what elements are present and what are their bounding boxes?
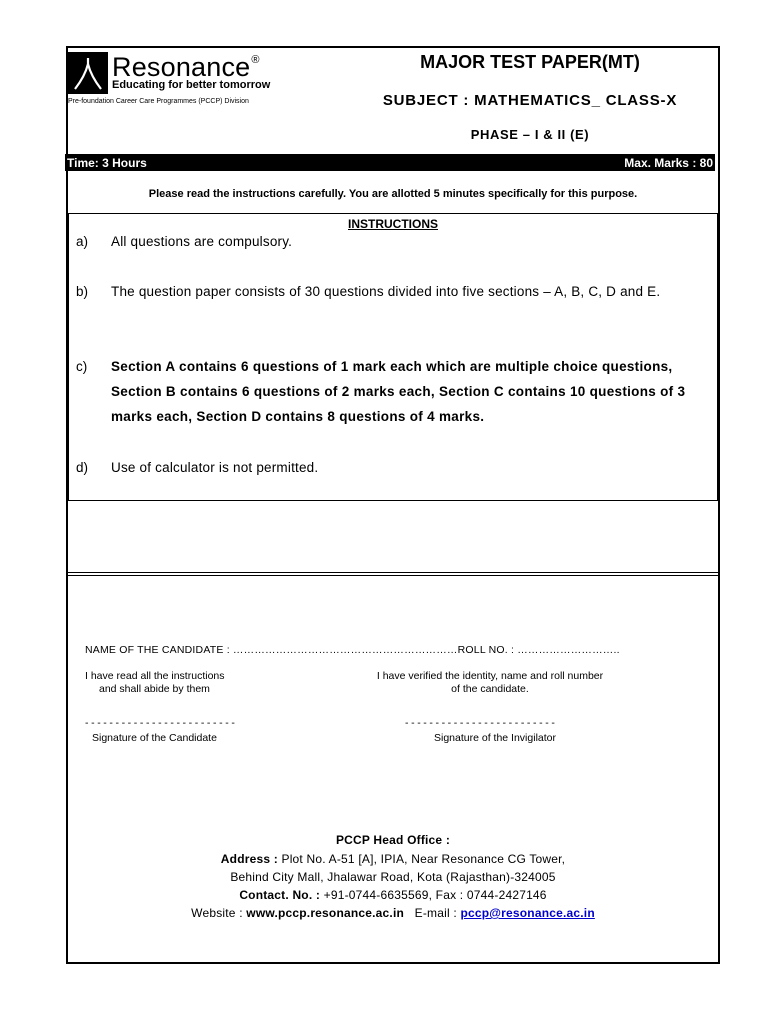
office-heading bbox=[66, 833, 720, 847]
read-instructions-note: Please read the instructions carefully. You are allotted 5 minutes specifically for this purpose. bbox=[148, 188, 638, 200]
time-bar bbox=[65, 154, 715, 171]
contact-label: Contact. No. : bbox=[239, 888, 321, 902]
invigilator-declaration-line: I have verified the identity, name and roll number bbox=[376, 670, 604, 682]
email-label: E-mail : bbox=[404, 906, 461, 920]
instruction-marker: c) bbox=[76, 359, 88, 374]
instruction-text: Section A contains 6 questions of 1 mark each which are multiple choice questions, Section B contains 6 questions of 2 marks each, Section C contains 10 questions of 3 marks each, Section D contains 8 questions of 4 marks. bbox=[111, 359, 686, 424]
time-label: Time: 3 Hours bbox=[67, 156, 147, 170]
instruction-marker: b) bbox=[76, 284, 89, 299]
office-address-line-2: Behind City Mall, Jhalawar Road, Kota (Rajasthan)-324005 bbox=[230, 870, 556, 884]
max-marks-label: Max. Marks : 80 bbox=[624, 156, 713, 170]
brand-name-text: Resonance bbox=[112, 52, 251, 82]
office-web-line bbox=[66, 906, 720, 920]
email-link[interactable]: pccp@resonance.ac.in bbox=[460, 906, 595, 920]
subject-line: SUBJECT : MATHEMATICS_ CLASS-X bbox=[382, 92, 678, 109]
phase-line: PHASE – I & II (E) bbox=[470, 127, 590, 142]
candidate-declaration-line: I have read all the instructions bbox=[85, 670, 225, 682]
division-label: Pre-foundation Career Care Programmes (PCCP) Division bbox=[68, 98, 249, 105]
separator-line bbox=[66, 572, 720, 573]
resonance-logo-icon bbox=[68, 52, 108, 94]
brand-tagline: Educating for better tomorrow bbox=[112, 79, 271, 91]
instructions-heading: INSTRUCTIONS bbox=[348, 217, 438, 231]
invigilator-declaration bbox=[365, 670, 615, 696]
office-address-line bbox=[66, 852, 720, 866]
page-frame bbox=[66, 46, 720, 964]
candidate-name-roll-line: NAME OF THE CANDIDATE : ………………………………………………………ROLL NO. : ……………………….. bbox=[85, 644, 620, 656]
candidate-declaration-line: and shall abide by them bbox=[99, 683, 210, 695]
candidate-signature-label: Signature of the Candidate bbox=[92, 732, 217, 744]
instruction-marker: a) bbox=[76, 234, 89, 249]
address-label: Address : bbox=[220, 852, 278, 866]
invigilator-signature-label: Signature of the Invigilator bbox=[434, 732, 556, 744]
test-title: MAJOR TEST PAPER(MT) bbox=[420, 52, 640, 72]
instruction-text: Use of calculator is not permitted. bbox=[111, 460, 319, 475]
candidate-declaration bbox=[85, 670, 225, 696]
registered-mark: ® bbox=[251, 54, 260, 66]
separator-line bbox=[66, 575, 720, 576]
candidate-signature-line: ------------------------- bbox=[85, 717, 238, 729]
instruction-marker: d) bbox=[76, 460, 89, 475]
website-label: Website : bbox=[191, 906, 247, 920]
office-contact-line bbox=[66, 888, 720, 902]
instruction-text: All questions are compulsory. bbox=[111, 234, 293, 249]
office-heading-text: PCCP Head Office : bbox=[335, 833, 451, 847]
invigilator-declaration-line: of the candidate. bbox=[451, 683, 529, 695]
contact-text: +91-0744-6635569, Fax : 0744-2427146 bbox=[320, 888, 547, 902]
instruction-text: The question paper consists of 30 questions divided into five sections – A, B, C, D and E. bbox=[111, 284, 661, 299]
address-text: Plot No. A-51 [A], IPIA, Near Resonance CG Tower, bbox=[277, 852, 566, 866]
invigilator-signature-line: ------------------------- bbox=[405, 717, 558, 729]
website-link[interactable]: www.pccp.resonance.ac.in bbox=[246, 906, 405, 920]
